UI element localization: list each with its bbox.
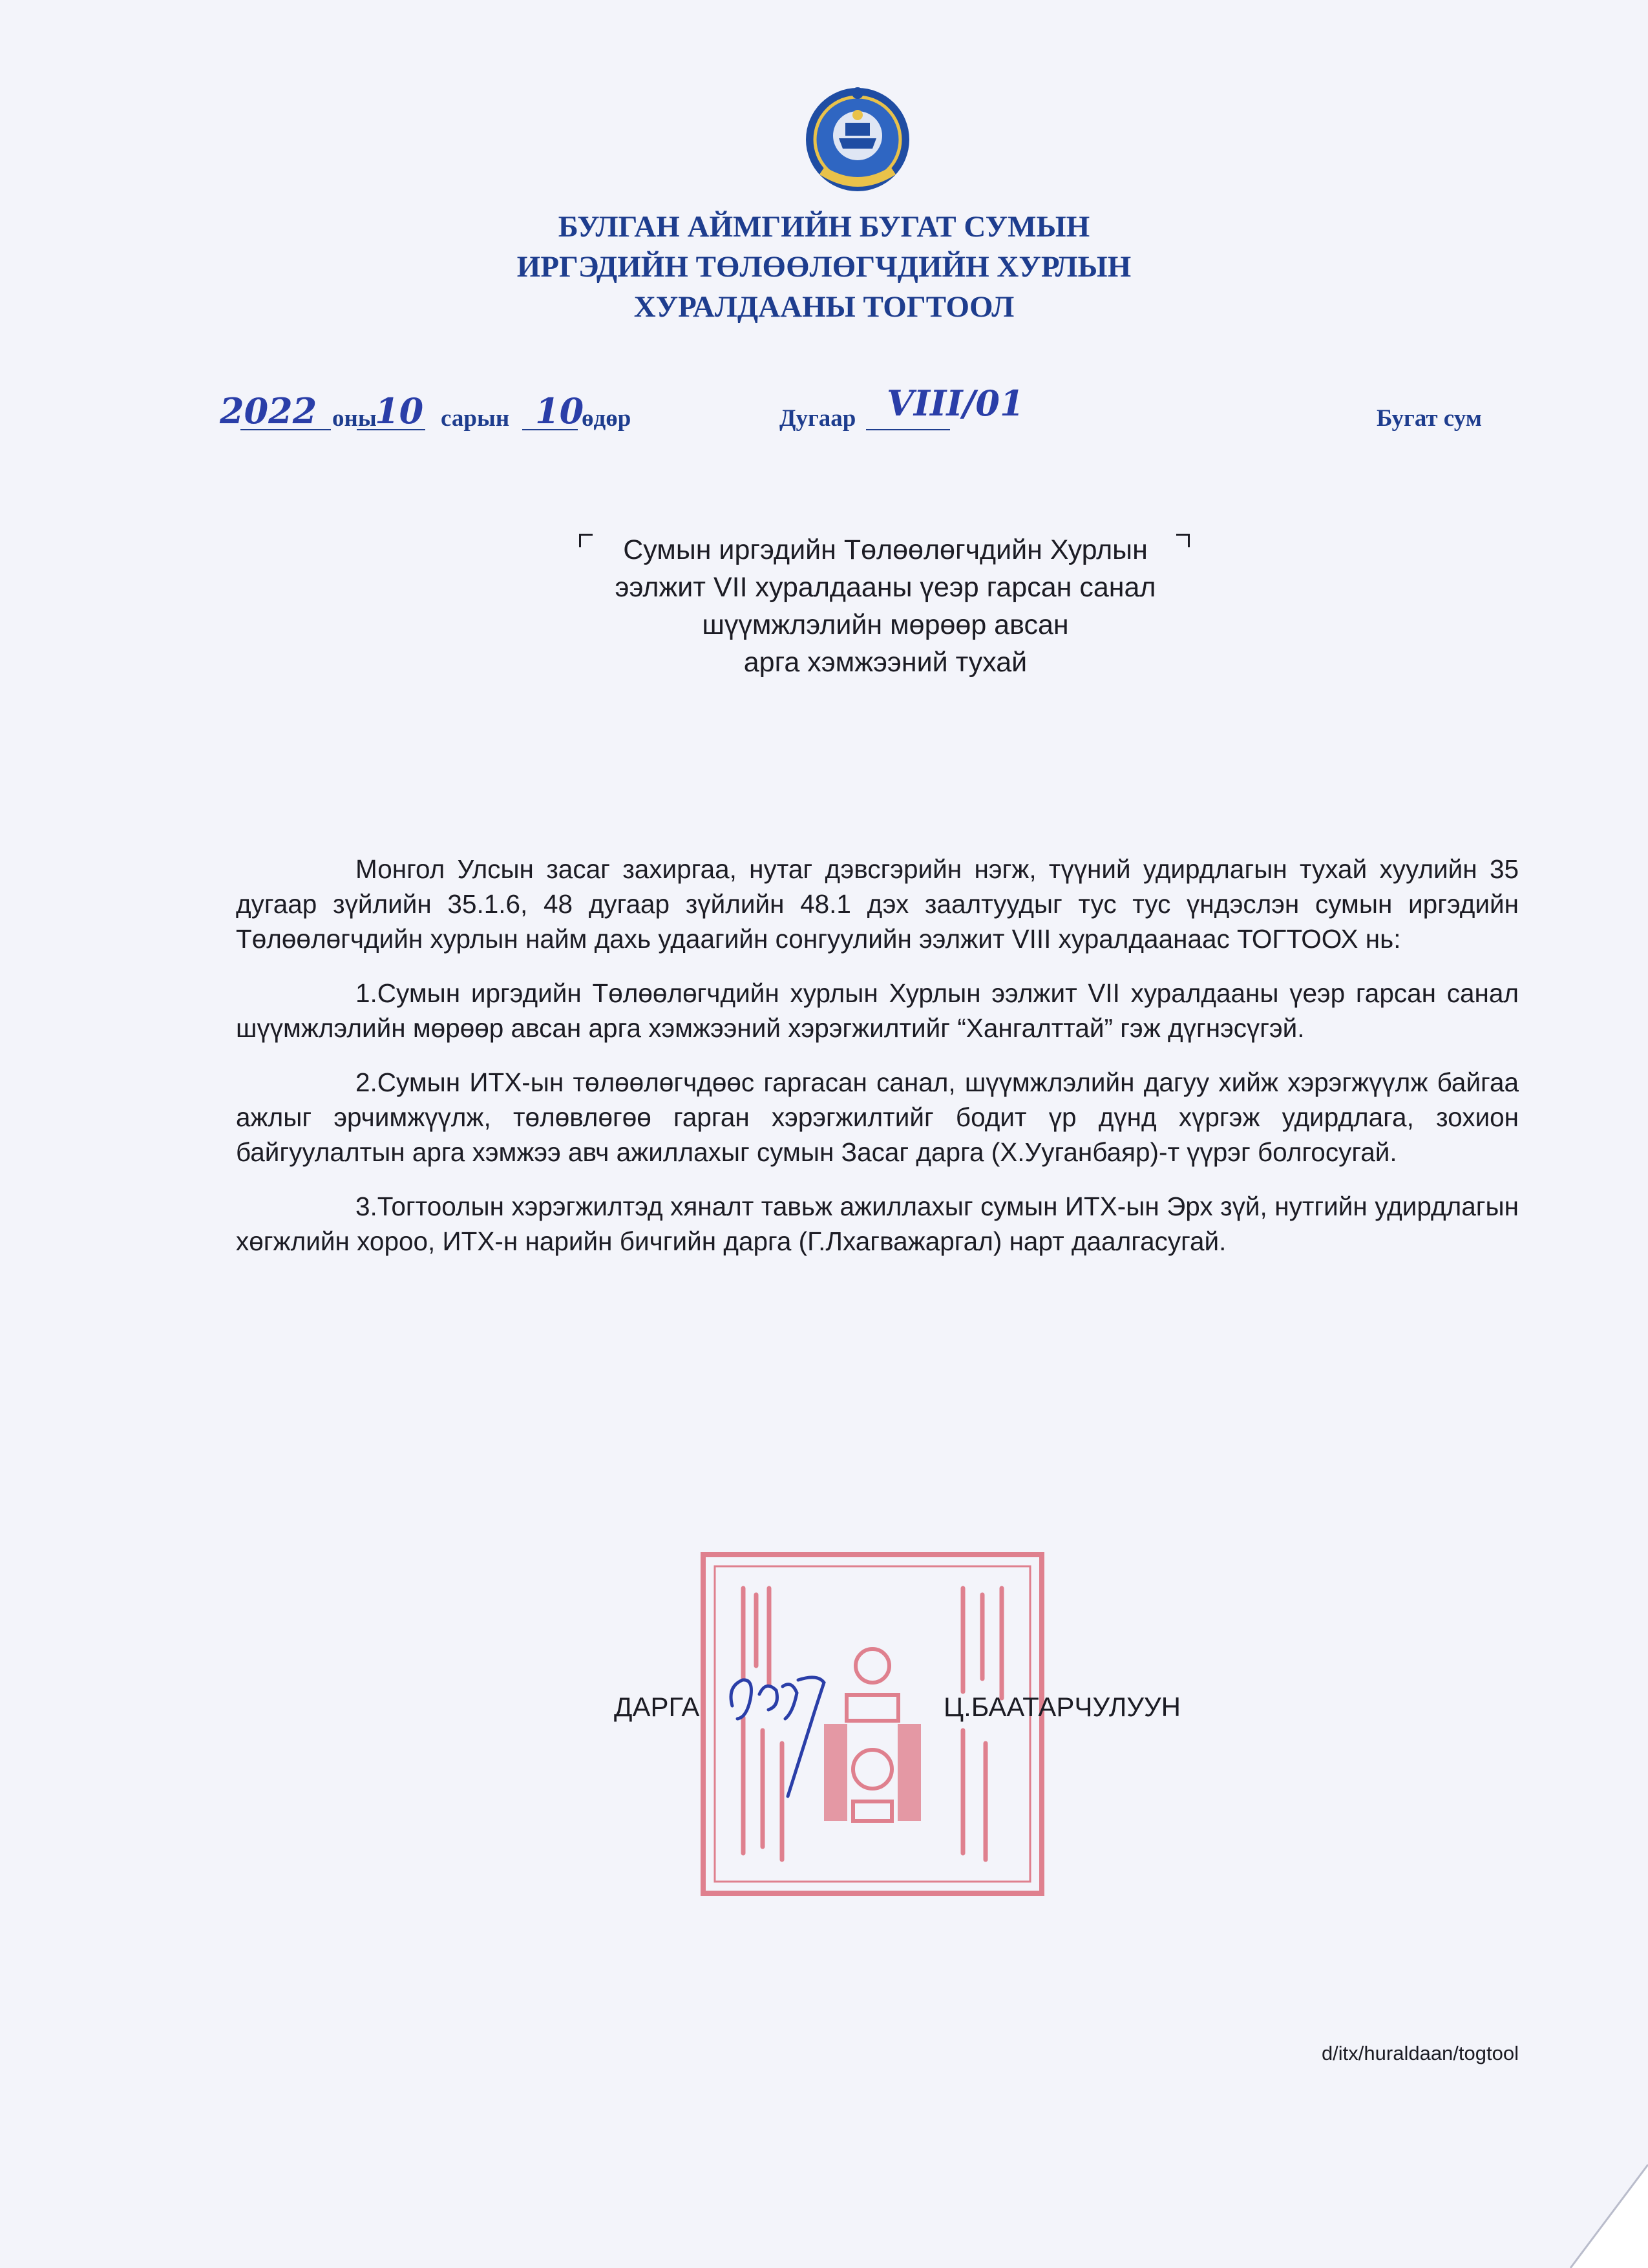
resolution-item-2: 2.Сумын ИТХ-ын төлөөлөгчдөөс гаргасан санал, шүүмжлэлийн дагуу хийж хэрэгжүүлж байгаа ажлыг эрчимжүүлж, төлөвлөгөө гарган хэрэгжилтийг бодит үр дүнд хүргэж удирдлага, зохион байгуулалтын арга хэмжээ авч ажиллахыг сумын Засаг дарга (Х.Ууганбаяр)-т үүрэг болгосугай. xyxy=(236,1067,1519,1167)
document-header xyxy=(388,207,1260,327)
month-blank xyxy=(357,429,425,430)
header-line-1: БУЛГАН АЙМГИЙН БУГАТ СУМЫН xyxy=(558,210,1090,244)
mongolia-state-emblem-icon xyxy=(800,84,915,202)
year-blank xyxy=(240,429,331,430)
subject-line-3: шүүмжлэлийн мөрөөр авсан xyxy=(702,609,1069,640)
header-line-3: ХУРАЛДААНЫ ТОГТООЛ xyxy=(633,290,1015,324)
month-label: сарын xyxy=(441,405,510,432)
day-label: өдөр xyxy=(582,405,631,432)
header-line-2: ИРГЭДИЙН ТӨЛӨӨЛӨГЧДИЙН ХУРЛЫН xyxy=(516,250,1132,284)
subject-line-2: ээлжит VII хуралдааны үеэр гарсан санал xyxy=(615,572,1156,603)
subject-line-1: Сумын иргэдийн Төлөөлөгчдийн Хурлын xyxy=(623,534,1148,565)
handwritten-number: VIII/01 xyxy=(887,383,1024,424)
handwritten-day: 10 xyxy=(535,390,584,432)
resolution-item-3: 3.Тогтоолын хэрэгжилтэд хяналт тавьж ажиллахыг сумын ИТХ-ын Эрх зүй, нутгийн удирдлагын хөгжлийн хороо, ИТХ-н нарийн бичгийн дарга (Г.Лхагважаргал) нарт даалгасугай. xyxy=(236,1192,1519,1256)
signatory-name: Ц.БААТАРЧУЛУУН xyxy=(944,1692,1181,1722)
handwritten-signature-icon xyxy=(721,1661,850,1829)
preamble-paragraph: Монгол Улсын засаг захиргаа, нутаг дэвсгэрийн нэгж, түүний удирдлагын тухай хуулийн 35 дугаар зүйлийн 35.1.6, 48 дугаар зүйлийн 48.1 дэх заалтуудыг тус тус үндэслэн сумын иргэдийн Төлөөлөгчдийн хурлын найм дахь удаагийн сонгуулийн ээлжит VIII хуралдаанаас ТОГТООХ нь: xyxy=(236,854,1519,954)
year-label: оны xyxy=(332,405,377,432)
page-corner-fold xyxy=(1545,2139,1648,2268)
day-blank xyxy=(522,429,578,430)
document-reference: d/itx/huraldaan/togtool xyxy=(1321,2042,1519,2064)
handwritten-month: 10 xyxy=(375,390,424,432)
place-label: Бугат сум xyxy=(1377,405,1482,432)
resolution-subject xyxy=(562,531,1209,681)
signatory-title: ДАРГА xyxy=(614,1692,700,1722)
resolution-body xyxy=(236,852,1519,1278)
subject-line-4: арга хэмжээний тухай xyxy=(743,647,1028,678)
handwritten-year: 2022 xyxy=(220,390,317,432)
number-blank xyxy=(866,429,950,430)
number-label: Дугаар xyxy=(779,405,856,432)
resolution-item-1: 1.Сумын иргэдийн Төлөөлөгчдийн хурлын Хурлын ээлжит VII хуралдааны үеэр гарсан санал шүүмжлэлийн мөрөөр авсан арга хэмжээний хэрэгжилтийг “Хангалттай” гэж дүгнэсүгэй. xyxy=(236,978,1519,1043)
date-number-row xyxy=(0,383,1648,452)
